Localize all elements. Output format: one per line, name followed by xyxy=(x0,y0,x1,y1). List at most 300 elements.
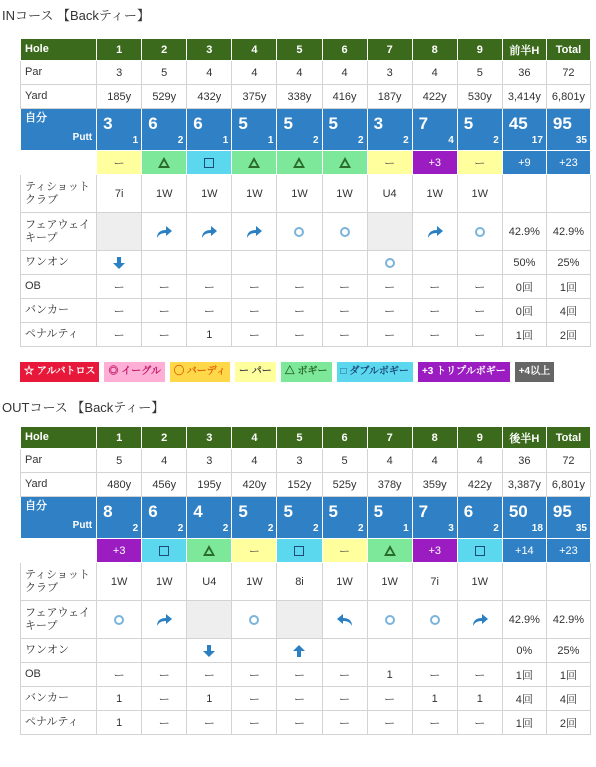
putts-value: 18 xyxy=(531,522,543,534)
hit-circle-icon xyxy=(430,615,440,625)
score-cell xyxy=(502,109,546,151)
par-value: 72 xyxy=(546,449,590,473)
fairway-cell xyxy=(187,213,232,251)
one-on-cell xyxy=(97,251,142,275)
hole-number: 4 xyxy=(232,427,277,449)
score-wrap xyxy=(368,112,412,148)
par-value: 3 xyxy=(97,61,142,85)
score-cell xyxy=(322,109,367,151)
penalty-value: ー xyxy=(367,711,412,735)
result-cell-sum: +14 xyxy=(502,539,546,563)
hit-circle-icon xyxy=(475,227,485,237)
hole-number: 前半H xyxy=(502,39,546,61)
bogey-triangle-icon xyxy=(248,157,260,168)
putts-value: 4 xyxy=(448,134,454,146)
score-wrap xyxy=(232,500,276,536)
strokes-value: 5 xyxy=(283,113,293,133)
score-cell xyxy=(367,109,412,151)
ob-value: ー xyxy=(277,275,322,299)
ob-value: ー xyxy=(142,663,187,687)
par-value: 5 xyxy=(322,449,367,473)
legend-item: +4以上 xyxy=(515,362,554,382)
score-cell xyxy=(457,109,502,151)
arrow-left-icon xyxy=(336,613,354,625)
ob-value: ー xyxy=(457,663,502,687)
my-score-label-text: 自分 xyxy=(25,500,47,512)
my-score-label-text: 自分 xyxy=(25,112,47,124)
one-on-cell xyxy=(142,639,187,663)
bogey-triangle-icon xyxy=(203,545,215,556)
result-cell-par: ー xyxy=(232,539,277,563)
one-on-cell: 25% xyxy=(546,251,590,275)
bunker-value: 1 xyxy=(457,687,502,711)
strokes-value: 5 xyxy=(463,113,474,133)
arrow-right-icon xyxy=(426,225,444,237)
tee-club-value: 1W xyxy=(232,563,277,601)
par-value: 4 xyxy=(457,449,502,473)
bunker-value: ー xyxy=(322,687,367,711)
tee-club-value: 7i xyxy=(412,563,457,601)
hole-number: 1 xyxy=(97,427,142,449)
ob-value: ー xyxy=(232,275,277,299)
penalty-value: ー xyxy=(322,711,367,735)
bunker-label: バンカー xyxy=(21,687,97,711)
putts-value: 1 xyxy=(222,134,229,146)
yard-row xyxy=(21,85,591,109)
hole-number: 5 xyxy=(277,39,322,61)
par-value: 5 xyxy=(97,449,142,473)
ob-value: ー xyxy=(277,663,322,687)
score-wrap xyxy=(547,112,590,148)
double-bogey-square-icon xyxy=(294,546,304,556)
strokes-value: 7 xyxy=(418,501,429,521)
in-course-title: INコース 【Backティー】 xyxy=(2,8,150,23)
result-cell-par: ー xyxy=(322,539,367,563)
score-cell xyxy=(97,109,142,151)
score-wrap xyxy=(547,500,590,536)
score-wrap xyxy=(97,112,141,148)
ob-value: 1 xyxy=(367,663,412,687)
penalty-row xyxy=(21,711,591,735)
ob-value: ー xyxy=(142,275,187,299)
hit-circle-icon xyxy=(385,258,395,268)
score-legend xyxy=(20,362,596,382)
double-bogey-square-icon xyxy=(159,546,169,556)
result-row xyxy=(21,151,591,175)
fairway-cell xyxy=(367,601,412,639)
strokes-value: 5 xyxy=(328,501,338,521)
penalty-value: ー xyxy=(277,711,322,735)
penalty-label: ペナルティ xyxy=(21,711,97,735)
par-value: 3 xyxy=(187,449,232,473)
score-cell xyxy=(322,497,367,539)
bunker-row xyxy=(21,687,591,711)
putts-value: 35 xyxy=(575,134,587,146)
penalty-value: 2回 xyxy=(546,323,590,347)
ob-label: OB xyxy=(21,663,97,687)
tee-club-row xyxy=(21,175,591,213)
arrow-down-icon xyxy=(200,644,218,656)
result-row xyxy=(21,539,591,563)
fairway-cell xyxy=(412,601,457,639)
putts-value: 1 xyxy=(132,134,139,146)
in-course-section xyxy=(0,0,596,347)
ob-row xyxy=(21,663,591,687)
yard-value: 3,387y xyxy=(502,473,546,497)
par-value: 4 xyxy=(367,449,412,473)
ob-value: 1回 xyxy=(546,663,590,687)
strokes-value: 7 xyxy=(418,113,429,133)
result-cell-bogey xyxy=(277,151,322,175)
hole-number: 8 xyxy=(412,39,457,61)
putts-value: 2 xyxy=(132,522,139,534)
ob-value: ー xyxy=(412,275,457,299)
score-cell xyxy=(142,497,187,539)
hit-circle-icon xyxy=(114,615,124,625)
result-cell-triple: +3 xyxy=(412,151,457,175)
bogey-triangle-icon xyxy=(158,157,170,168)
arrow-right-icon xyxy=(245,225,263,237)
tee-club-value: 7i xyxy=(97,175,142,213)
fairway-cell xyxy=(232,601,277,639)
yard-value: 432y xyxy=(187,85,232,109)
fairway-cell xyxy=(367,213,412,251)
strokes-value: 50 xyxy=(508,501,528,521)
tee-club-value: 1W xyxy=(97,563,142,601)
one-on-cell xyxy=(232,639,277,663)
putts-value: 2 xyxy=(177,134,184,146)
penalty-value: 1回 xyxy=(502,711,546,735)
fairway-cell xyxy=(97,213,142,251)
score-wrap xyxy=(97,500,141,536)
penalty-value: ー xyxy=(232,711,277,735)
fairway-cell xyxy=(142,601,187,639)
bunker-value: ー xyxy=(187,299,232,323)
putts-value: 2 xyxy=(177,522,184,534)
hit-circle-icon xyxy=(249,615,259,625)
result-cell-bogey xyxy=(322,151,367,175)
strokes-value: 5 xyxy=(283,501,293,521)
par-value: 4 xyxy=(187,61,232,85)
legend-item: ー パー xyxy=(235,362,276,382)
bunker-value: 4回 xyxy=(546,687,590,711)
result-cell-bogey xyxy=(142,151,187,175)
strokes-value: 6 xyxy=(193,113,203,133)
one-on-cell xyxy=(232,251,277,275)
ob-value: ー xyxy=(97,663,142,687)
penalty-row xyxy=(21,323,591,347)
penalty-value: ー xyxy=(187,711,232,735)
yard-value: 3,414y xyxy=(502,85,546,109)
bunker-value: 1 xyxy=(412,687,457,711)
bunker-value: ー xyxy=(367,299,412,323)
score-cell xyxy=(502,497,546,539)
bunker-value: ー xyxy=(412,299,457,323)
tee-club-value: 1W xyxy=(232,175,277,213)
penalty-value: ー xyxy=(457,323,502,347)
my-score-label xyxy=(21,109,97,151)
yard-value: 416y xyxy=(322,85,367,109)
ob-value: ー xyxy=(187,275,232,299)
penalty-value: ー xyxy=(142,323,187,347)
putts-value: 3 xyxy=(448,522,454,534)
penalty-value: ー xyxy=(412,323,457,347)
one-on-cell xyxy=(187,639,232,663)
par-value: 4 xyxy=(232,61,277,85)
hole-number: 8 xyxy=(412,427,457,449)
penalty-value: 1回 xyxy=(502,323,546,347)
par-value: 3 xyxy=(367,61,412,85)
ob-value: ー xyxy=(322,275,367,299)
tee-club-value: U4 xyxy=(187,563,232,601)
tee-club-value: 1W xyxy=(367,563,412,601)
one-on-cell xyxy=(277,639,322,663)
tee-club-value: 1W xyxy=(142,563,187,601)
tee-club-value xyxy=(502,175,546,213)
par-value: 4 xyxy=(412,449,457,473)
one-on-row xyxy=(21,639,591,663)
strokes-value: 95 xyxy=(552,501,572,521)
penalty-value: 2回 xyxy=(546,711,590,735)
score-cell xyxy=(277,109,322,151)
score-wrap xyxy=(503,112,546,148)
my-score-row xyxy=(21,497,591,539)
hole-number: 3 xyxy=(187,427,232,449)
putts-value: 2 xyxy=(312,134,319,146)
strokes-value: 6 xyxy=(463,501,474,521)
putts-value: 2 xyxy=(358,134,364,146)
bunker-value: ー xyxy=(277,299,322,323)
hole-number: 後半H xyxy=(502,427,546,449)
hole-number: Total xyxy=(546,427,590,449)
bogey-triangle-icon xyxy=(339,157,351,168)
score-wrap xyxy=(142,500,186,536)
one-on-label: ワンオン xyxy=(21,251,97,275)
score-cell xyxy=(187,497,232,539)
tee-club-value: 1W xyxy=(322,175,367,213)
ob-value: ー xyxy=(97,275,142,299)
par-value: 36 xyxy=(502,61,546,85)
hole-number: 2 xyxy=(142,427,187,449)
hit-circle-icon xyxy=(385,615,395,625)
result-cell-triple: +3 xyxy=(97,539,142,563)
result-cell-par: ー xyxy=(367,151,412,175)
fairway-cell xyxy=(277,213,322,251)
hole-number: 2 xyxy=(142,39,187,61)
yard-value: 375y xyxy=(232,85,277,109)
bunker-value: ー xyxy=(232,687,277,711)
fairway-cell xyxy=(457,213,502,251)
score-wrap xyxy=(413,112,457,148)
putts-value: 2 xyxy=(358,522,364,534)
putts-value: 17 xyxy=(531,134,543,146)
penalty-value: ー xyxy=(97,323,142,347)
par-label: Par xyxy=(21,61,97,85)
result-cell-double xyxy=(142,539,187,563)
yard-label: Yard xyxy=(21,85,97,109)
tee-club-value: 8i xyxy=(277,563,322,601)
hole-number: 9 xyxy=(457,427,502,449)
result-cell-sum: +9 xyxy=(502,151,546,175)
ob-value: ー xyxy=(232,663,277,687)
yard-label: Yard xyxy=(21,473,97,497)
putts-value: 1 xyxy=(267,134,274,146)
bunker-value: 0回 xyxy=(502,299,546,323)
hit-circle-icon xyxy=(294,227,304,237)
fairway-cell xyxy=(457,601,502,639)
bunker-value: 4回 xyxy=(546,299,590,323)
one-on-cell xyxy=(412,251,457,275)
score-wrap xyxy=(187,112,231,148)
result-cell-par: ー xyxy=(457,151,502,175)
putts-value: 35 xyxy=(575,522,587,534)
bogey-triangle-icon xyxy=(293,157,305,168)
header-row xyxy=(21,427,591,449)
hole-label: Hole xyxy=(21,39,97,61)
one-on-cell xyxy=(187,251,232,275)
out-course-section xyxy=(0,398,596,735)
ob-value: ー xyxy=(412,663,457,687)
one-on-row xyxy=(21,251,591,275)
hole-number: 7 xyxy=(367,39,412,61)
tee-club-value: 1W xyxy=(457,175,502,213)
one-on-cell: 50% xyxy=(502,251,546,275)
score-wrap xyxy=(368,500,412,536)
tee-club-value: 1W xyxy=(322,563,367,601)
yard-value: 420y xyxy=(232,473,277,497)
strokes-value: 3 xyxy=(373,113,384,133)
arrow-right-icon xyxy=(155,613,173,625)
bunker-value: ー xyxy=(142,299,187,323)
tee-club-value xyxy=(502,563,546,601)
score-cell xyxy=(546,109,590,151)
hole-number: 6 xyxy=(322,39,367,61)
arrow-right-icon xyxy=(471,613,489,625)
one-on-cell xyxy=(277,251,322,275)
score-cell xyxy=(277,497,322,539)
penalty-value: ー xyxy=(457,711,502,735)
score-wrap xyxy=(503,500,546,536)
tee-club-label: ティショット クラブ xyxy=(21,175,97,213)
score-cell xyxy=(142,109,187,151)
one-on-cell xyxy=(412,639,457,663)
par-value: 4 xyxy=(277,61,322,85)
score-wrap xyxy=(413,500,457,536)
tee-club-label: ティショット クラブ xyxy=(21,563,97,601)
putt-label: Putt xyxy=(72,520,93,531)
legend-item: △ ボギー xyxy=(281,362,332,382)
legend-item: □ ダブルボギー xyxy=(337,362,413,382)
fairway-cell xyxy=(277,601,322,639)
par-value: 4 xyxy=(232,449,277,473)
strokes-value: 5 xyxy=(238,501,248,521)
par-value: 72 xyxy=(546,61,590,85)
strokes-value: 5 xyxy=(238,113,248,133)
bogey-triangle-icon xyxy=(384,545,396,556)
tee-club-value: 1W xyxy=(187,175,232,213)
hole-number: 7 xyxy=(367,427,412,449)
result-cell-triple: +3 xyxy=(412,539,457,563)
legend-item: ☆ アルバトロス xyxy=(20,362,99,382)
result-label-empty xyxy=(21,539,97,563)
one-on-cell xyxy=(97,639,142,663)
hole-number: 4 xyxy=(232,39,277,61)
fairway-keep-label: フェアウェイ キープ xyxy=(21,601,97,639)
fairway-cell: 42.9% xyxy=(546,213,590,251)
yard-value: 152y xyxy=(277,473,322,497)
par-row xyxy=(21,449,591,473)
putt-label: Putt xyxy=(72,132,93,143)
ob-value: 1回 xyxy=(502,663,546,687)
arrow-down-icon xyxy=(110,256,128,268)
fairway-cell: 42.9% xyxy=(502,213,546,251)
result-cell-double xyxy=(457,539,502,563)
putts-value: 2 xyxy=(222,522,229,534)
fairway-cell xyxy=(187,601,232,639)
score-wrap xyxy=(232,112,276,148)
penalty-value: ー xyxy=(142,711,187,735)
score-wrap xyxy=(323,500,367,536)
ob-value: ー xyxy=(322,663,367,687)
hole-label: Hole xyxy=(21,427,97,449)
fairway-cell xyxy=(232,213,277,251)
yard-value: 6,801y xyxy=(546,85,590,109)
one-on-cell xyxy=(322,639,367,663)
one-on-cell: 0% xyxy=(502,639,546,663)
out-scorecard-table xyxy=(20,426,591,735)
fairway-keep-label: フェアウェイ キープ xyxy=(21,213,97,251)
fairway-cell: 42.9% xyxy=(546,601,590,639)
double-bogey-square-icon xyxy=(204,158,214,168)
arrow-up-icon xyxy=(290,644,308,656)
penalty-value: ー xyxy=(412,711,457,735)
par-value: 3 xyxy=(277,449,322,473)
tee-club-value: U4 xyxy=(367,175,412,213)
ob-value: 1回 xyxy=(546,275,590,299)
score-cell xyxy=(412,497,457,539)
ob-row xyxy=(21,275,591,299)
result-cell-bogey xyxy=(367,539,412,563)
hole-number: 1 xyxy=(97,39,142,61)
tee-club-value xyxy=(546,175,590,213)
penalty-value: ー xyxy=(232,323,277,347)
strokes-value: 4 xyxy=(193,501,203,521)
fairway-cell xyxy=(412,213,457,251)
yard-value: 530y xyxy=(457,85,502,109)
bunker-value: ー xyxy=(367,687,412,711)
fairway-cell: 42.9% xyxy=(502,601,546,639)
bunker-value: ー xyxy=(457,299,502,323)
arrow-right-icon xyxy=(155,225,173,237)
tee-club-value xyxy=(546,563,590,601)
fairway-keep-row xyxy=(21,601,591,639)
ob-value: ー xyxy=(457,275,502,299)
arrow-right-icon xyxy=(200,225,218,237)
bunker-value: ー xyxy=(322,299,367,323)
result-cell-double xyxy=(187,151,232,175)
hole-number: 3 xyxy=(187,39,232,61)
one-on-cell xyxy=(457,639,502,663)
score-wrap xyxy=(277,500,321,536)
score-wrap xyxy=(187,500,231,536)
one-on-cell xyxy=(367,251,412,275)
legend-item: ◯ バーディ xyxy=(170,362,230,382)
putts-value: 1 xyxy=(403,522,409,534)
yard-value: 338y xyxy=(277,85,322,109)
yard-row xyxy=(21,473,591,497)
bunker-value: ー xyxy=(232,299,277,323)
score-cell xyxy=(546,497,590,539)
